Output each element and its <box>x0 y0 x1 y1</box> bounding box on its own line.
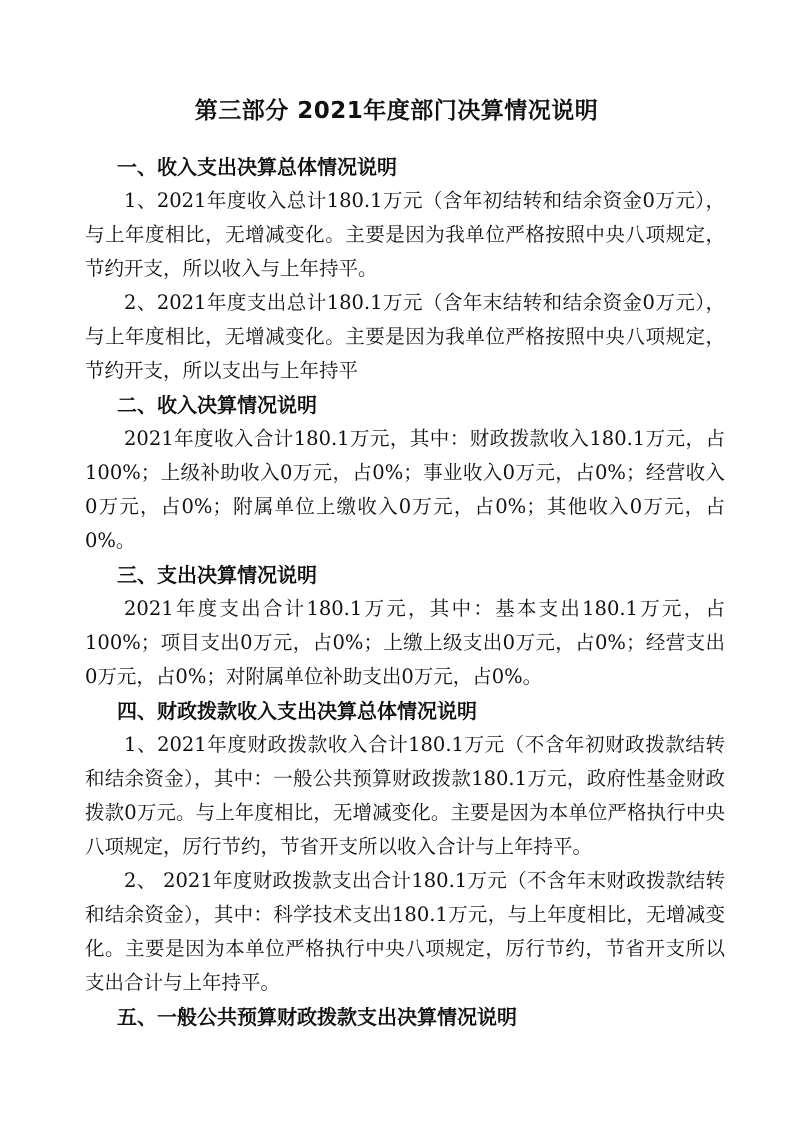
paragraph: 2021年度收入合计180.1万元，其中：财政拨款收入180.1万元，占100%；上级补助收入0万元，占0%；事业收入0万元，占0%；经营收入0万元，占0%；附属单位上缴收入0万元，占0%；其他收入0万元，占0%。 <box>85 427 725 552</box>
paragraph: 2021年度支出合计180.1万元，其中：基本支出180.1万元，占100%；项目支出0万元，占0%；上缴上级支出0万元，占0%；经营支出0万元，占0%；对附属单位补助支出0万元，占0%。 <box>85 597 725 688</box>
section-fiscal-appropriation <box>85 694 725 1000</box>
paragraph: 1、2021年度财政拨款收入合计180.1万元（不含年初财政拨款结转和结余资金），其中：一般公共预算财政拨款180.1万元，政府性基金财政拨款0万元。与上年度相比，无增减变化。主要是因为本单位严格执行中央八项规定，厉行节约，节省开支所以收入合计与上年持平。 <box>85 733 725 858</box>
section-income-expense-overview <box>85 150 725 388</box>
section-general-public-budget <box>85 1000 725 1034</box>
section-heading: 二、收入决算情况说明 <box>117 393 317 417</box>
page-title: 第三部分 2021年度部门决算情况说明 <box>194 98 599 124</box>
section-expense <box>85 558 725 694</box>
section-heading: 三、支出决算情况说明 <box>117 563 317 587</box>
section-heading: 一、收入支出决算总体情况说明 <box>117 155 397 179</box>
section-heading: 四、财政拨款收入支出决算总体情况说明 <box>117 699 477 723</box>
paragraph: 1、2021年度收入总计180.1万元（含年初结转和结余资金0万元），与上年度相比，无增减变化。主要是因为我单位严格按照中央八项规定，节约开支，所以收入与上年持平。 <box>85 189 725 280</box>
section-income <box>85 388 725 558</box>
document-body <box>85 150 725 1034</box>
section-heading: 五、一般公共预算财政拨款支出决算情况说明 <box>117 1005 517 1029</box>
paragraph: 2、 2021年度财政拨款支出合计180.1万元（不含年末财政拨款结转和结余资金），其中：科学技术支出180.1万元，与上年度相比，无增减变化。主要是因为本单位严格执行中央八项规定，厉行节约，节省开支所以支出合计与上年持平。 <box>85 869 725 994</box>
paragraph: 2、2021年度支出总计180.1万元（含年末结转和结余资金0万元），与上年度相比，无增减变化。主要是因为我单位严格按照中央八项规定，节约开支，所以支出与上年持平 <box>85 291 725 382</box>
